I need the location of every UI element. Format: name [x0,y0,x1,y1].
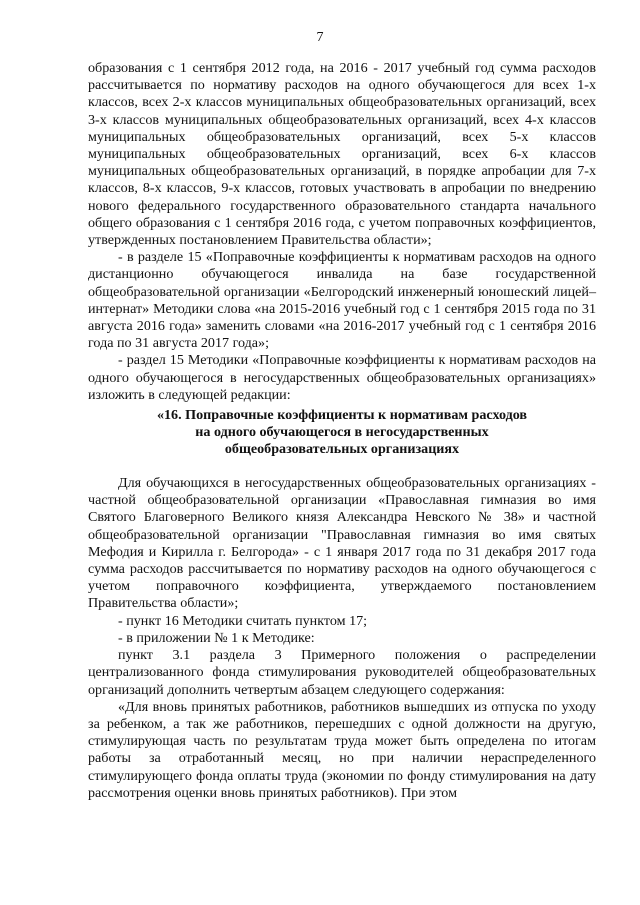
section-heading-line-3: общеобразовательных организациях [224,441,460,458]
paragraph-appendix-1: - в приложении № 1 к Методике: [118,629,315,646]
section-heading-line-2: на одного обучающегося в негосударственных [195,424,489,441]
paragraph-continuation: образования с 1 сентября 2012 года, на 2016 - 2017 учебный год сумма расходов рассчитывается по нормативу расходов на одного обучающегося для всех 1-х классов, всех 2-х классов муниципальных общеобразовательных организаций, всех 3-х классов муниципальных общеобразовательных организаций, всех 4-х классов муниципальных общеобразовательных организаций, всех 5-х классов муниципальных общеобразовательных организаций, всех 6-х классов муниципальных общеобразовательных организаций, в порядке апробации для 7-х классов, 8-х классов, 9-х классов, готовых участвовать в апробации по внедрению нового федерального государственного образовательного стандарта начального общего образования с 1 сентября 2016 года, с учетом поправочных коэффициентов, утвержденных постановлением Правительства области»; [88,60,596,249]
paragraph-section-15-restate: - раздел 15 Методики «Поправочные коэффициенты к нормативам расходов на одного обучающегося в негосударственных общеобразовательных организациях» изложить в следующей редакции: [88,352,596,403]
section-heading [88,407,596,458]
document-body [88,60,596,802]
paragraph-section-15-change: - в разделе 15 «Поправочные коэффициенты к нормативам расходов на одного дистанционно обучающегося инвалида на базе государственной общеобразовательной организации «Белгородский инженерный юношеский лицей–интернат» Методики слова «на 2015-2016 учебный год с 1 сентября 2015 года по 31 августа 2016 года» заменить словами «на 2016-2017 учебный год с 1 сентября 2016 года по 31 августа 2017 года»; [88,249,596,352]
paragraph-point-16: - пункт 16 Методики считать пунктом 17; [118,612,368,629]
paragraph-point-3-1: пункт 3.1 раздела 3 Примерного положения о распределении централизованного фонда стимулирования руководителей общеобразовательных организаций дополнить четвертым абзацем следующего содержания: [88,647,596,698]
section-heading-line-1: «16. Поправочные коэффициенты к нормативам расходов [156,407,528,424]
paragraph-nongovernment-students: Для обучающихся в негосударственных общеобразовательных организациях - частной общеобразовательной организации «Православная гимназия во имя Святого Благоверного Великого князя Александра Невского № 38» и частной общеобразовательной организации "Православная гимназия во имя святых Мефодия и Кирилла г. Белгорода» - с 1 января 2017 года по 31 декабря 2017 года сумма расходов рассчитывается по нормативу расходов на одного обучающегося с учетом поправочного коэффициента, утверждаемого постановлением Правительства области»; [88,475,596,612]
paragraph-new-employees: «Для вновь принятых работников, работников вышедших из отпуска по уходу за ребенком, а так же работников, перешедших с одной должности на другую, стимулирующая часть по результатам труда может быть определена по итогам работы за отработанный месяц, но при наличии нераспределенного стимулирующего фонда оплаты труда (экономии по фонду стимулирования на дату рассмотрения оценки вновь принятых работников). При этом [88,698,596,801]
page-number: 7 [316,30,324,45]
